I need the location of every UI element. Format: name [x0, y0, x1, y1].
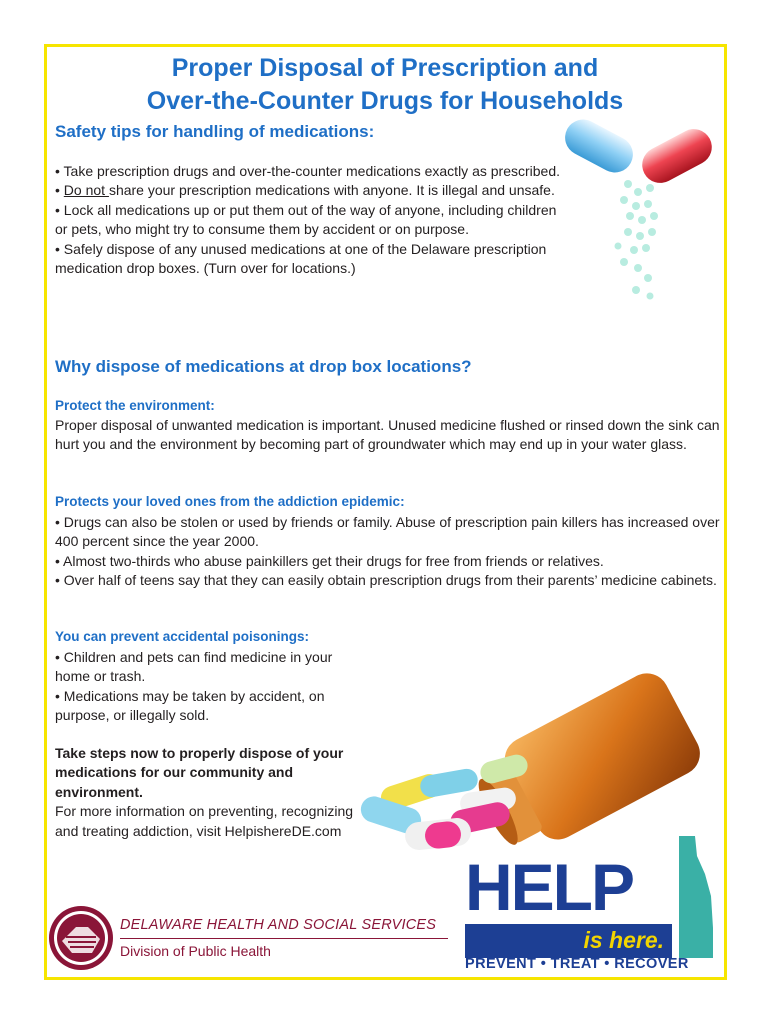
divider	[120, 938, 448, 939]
list-item: • Medications may be taken by accident, on purpose, or illegally sold.	[55, 687, 325, 724]
why-dispose-heading: Why dispose of medications at drop box locations?	[55, 357, 472, 376]
more-info-text: For more information on preventing, recognizing and treating addiction, visit HelpishereDE.com	[55, 803, 354, 839]
safety-tip: • Lock all medications up or put them out of the way of anyone, including children or pets, who might try to consume them by accident or on purpose.	[55, 201, 557, 238]
help-word: HELP	[465, 850, 634, 924]
call-to-action	[55, 744, 355, 841]
list-item: • Over half of teens say that they can easily obtain prescription drugs from their parents’ medicine cabinets.	[55, 572, 717, 589]
capsule-illustration	[558, 112, 718, 307]
title-line-2: Over-the-Counter Drugs for Households	[146, 87, 624, 115]
loved-ones-subheading: Protects your loved ones from the addiction epidemic:	[55, 494, 405, 509]
dhss-seal-icon	[48, 905, 114, 971]
dhss-division: Division of Public Health	[120, 943, 271, 959]
dhss-name: DELAWARE HEALTH AND SOCIAL SERVICES	[120, 917, 437, 933]
help-bar	[465, 924, 672, 958]
safety-tips	[55, 162, 565, 278]
list-item: • Almost two-thirds who abuse painkillers get their drugs for free from friends or relatives.	[55, 552, 604, 569]
safety-tip	[55, 181, 565, 200]
safety-tip: • Take prescription drugs and over-the-counter medications exactly as prescribed.	[55, 163, 561, 179]
poisonings-subheading: You can prevent accidental poisonings:	[55, 629, 310, 644]
safety-tip: • Safely dispose of any unused medications at one of the Delaware prescription medication drop boxes. (Turn over for locations.)	[55, 240, 547, 277]
call-to-action-bold: Take steps now to properly dispose of your medications for our community and environment.	[55, 745, 344, 800]
delaware-state-icon	[675, 836, 715, 958]
list-item: • Drugs can also be stolen or used by friends or family. Abuse of prescription pain killers has increased over 400 percent since the year 2000.	[55, 514, 720, 550]
safety-heading: Safety tips for handling of medications:	[55, 122, 375, 141]
help-is-here-logo	[465, 836, 720, 974]
do-not-emphasis: Do not	[63, 182, 109, 199]
environment-subheading: Protect the environment:	[55, 398, 215, 413]
help-tagline: PREVENT • TREAT • RECOVER	[465, 956, 689, 972]
is-here-text: is here.	[583, 927, 664, 953]
page-title	[50, 52, 720, 118]
loved-ones-list	[55, 513, 720, 591]
bullet: •	[55, 182, 64, 199]
dhss-footer	[48, 903, 448, 973]
title-line-1: Proper Disposal of Prescription and	[171, 54, 599, 82]
environment-text: Proper disposal of unwanted medication is important. Unused medicine flushed or rinsed down the sink can hurt you and the environment by becoming part of groundwater which may end up in your water glass.	[55, 417, 720, 453]
poisonings-list	[55, 648, 345, 726]
tip-text: share your prescription medications with anyone. It is illegal and unsafe.	[108, 182, 555, 199]
pill-bottle-illustration	[350, 662, 710, 862]
list-item: • Children and pets can find medicine in your home or trash.	[55, 649, 333, 685]
